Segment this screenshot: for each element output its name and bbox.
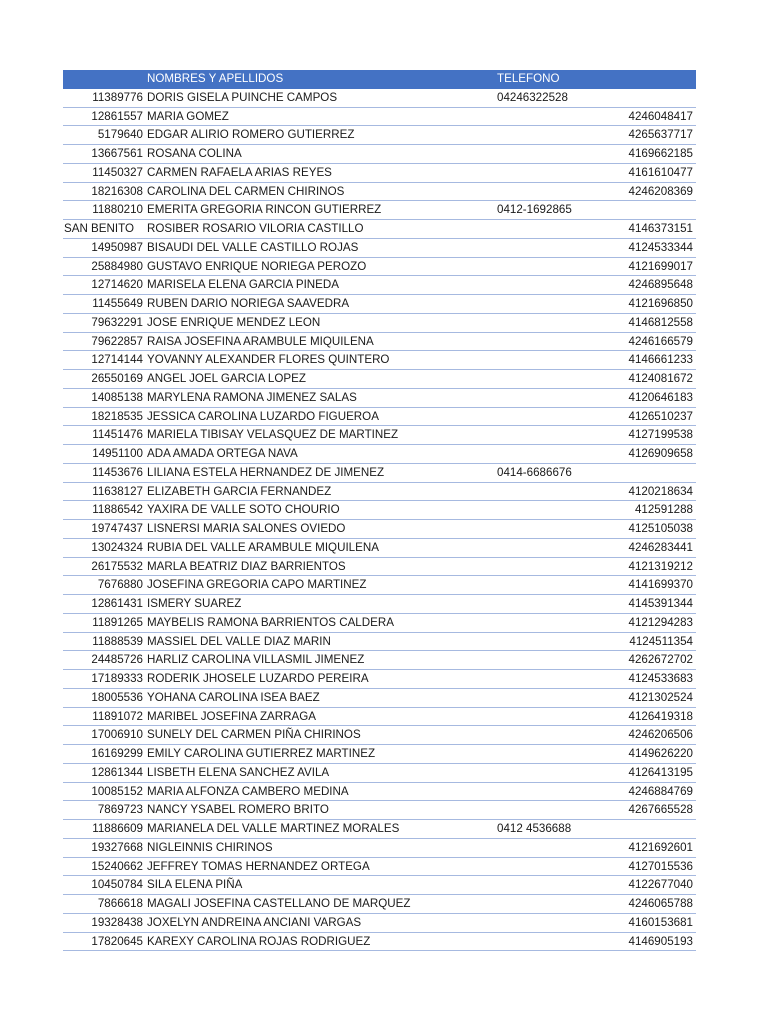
table-row (63, 595, 696, 614)
row-name: ISMERY SUAREZ (147, 597, 242, 610)
row-telefono-2: 4120218634 (628, 484, 693, 498)
row-name: CAROLINA DEL CARMEN CHIRINOS (147, 184, 345, 198)
contacts-table (63, 70, 696, 951)
table-row (63, 276, 696, 295)
table-row (63, 501, 696, 520)
table-row (63, 351, 696, 370)
row-telefono-2: 4121319212 (628, 559, 693, 573)
row-name: GUSTAVO ENRIQUE NORIEGA PEROZO (147, 259, 367, 273)
row-telefono: 0412-1692865 (497, 203, 572, 217)
row-name: JOSE ENRIQUE MENDEZ LEON (147, 315, 321, 329)
row-telefono-2: 412591288 (634, 503, 693, 517)
row-id: 14085138 (91, 390, 143, 404)
row-name: MAGALI JOSEFINA CASTELLANO DE MARQUEZ (147, 897, 411, 910)
row-telefono-2: 4127015536 (628, 859, 693, 873)
row-id: 12861557 (91, 109, 143, 123)
table-row (63, 858, 696, 877)
table-row (63, 876, 696, 895)
row-id: 10085152 (91, 784, 143, 798)
row-name: JESSICA CAROLINA LUZARDO FIGUEROA (147, 409, 379, 423)
row-name: MARIANELA DEL VALLE MARTINEZ MORALES (147, 822, 400, 835)
row-id: 11880210 (92, 203, 143, 217)
table-row (63, 801, 696, 820)
row-telefono-2: 4149626220 (628, 747, 693, 760)
table-row (63, 145, 696, 164)
row-id: 12714144 (91, 353, 143, 367)
row-telefono-2: 4246884769 (628, 784, 693, 798)
row-name: MAYBELIS RAMONA BARRIENTOS CALDERA (147, 615, 394, 629)
table-row (63, 333, 696, 352)
row-name: LILIANA ESTELA HERNANDEZ DE JIMENEZ (147, 465, 385, 479)
header-names: NOMBRES Y APELLIDOS (147, 72, 284, 85)
row-telefono-2: 4246283441 (628, 540, 693, 554)
row-name: RODERIK JHOSELE LUZARDO PEREIRA (147, 672, 369, 685)
row-name: BISAUDI DEL VALLE CASTILLO ROJAS (147, 240, 359, 254)
row-telefono-2: 4121302524 (628, 690, 693, 704)
table-row (63, 89, 696, 108)
table-row (63, 295, 696, 314)
row-name: ELIZABETH GARCIA FERNANDEZ (147, 484, 332, 498)
row-telefono-2: 4267665528 (628, 803, 693, 817)
table-row (63, 426, 696, 445)
row-name: SUNELY DEL CARMEN PIÑA CHIRINOS (147, 728, 361, 742)
row-telefono-2: 4124081672 (628, 372, 693, 385)
row-id: 11638127 (92, 484, 143, 498)
row-id: 19747437 (91, 522, 143, 535)
row-id: 19328438 (91, 915, 143, 929)
row-telefono-2: 4121294283 (628, 615, 693, 629)
table-row (63, 239, 696, 258)
row-name: NIGLEINNIS CHIRINOS (147, 840, 273, 854)
row-id: 11891265 (92, 615, 143, 629)
row-id: SAN BENITO (64, 222, 135, 235)
row-telefono-2: 4121696850 (628, 297, 693, 310)
header-telefono: TELEFONO (497, 72, 560, 85)
table-row (63, 783, 696, 802)
row-telefono-2: 4246206506 (628, 728, 693, 742)
row-id: 18005536 (91, 690, 143, 704)
table-row (63, 820, 696, 839)
row-id: 11888539 (92, 634, 143, 648)
row-name: NANCY YSABEL ROMERO BRITO (147, 803, 329, 817)
table-row (63, 108, 696, 127)
row-telefono-2: 4126419318 (628, 709, 693, 723)
row-telefono-2: 4126909658 (628, 447, 693, 460)
table-row (63, 933, 696, 952)
row-name: ADA AMADA ORTEGA NAVA (147, 447, 298, 460)
row-telefono-2: 4122677040 (628, 878, 693, 892)
table-row (63, 464, 696, 483)
row-id: 11455649 (92, 297, 143, 310)
row-id: 14951100 (92, 447, 143, 460)
table-row (63, 670, 696, 689)
table-row (63, 314, 696, 333)
row-telefono-2: 4246048417 (628, 109, 693, 123)
row-telefono-2: 4121699017 (628, 259, 693, 273)
row-id: 25884980 (91, 259, 143, 273)
table-row (63, 914, 696, 933)
table-row (63, 651, 696, 670)
row-id: 11450327 (92, 165, 143, 179)
table-row (63, 708, 696, 727)
row-id: 10450784 (91, 878, 143, 892)
row-name: JEFFREY TOMAS HERNANDEZ ORTEGA (147, 859, 370, 873)
row-telefono-2: 4124511354 (629, 634, 693, 648)
table-row (63, 689, 696, 708)
row-telefono-2: 4126413195 (628, 765, 693, 779)
row-telefono-2: 4141699370 (628, 578, 693, 592)
row-id: 13667561 (91, 147, 143, 160)
table-row (63, 201, 696, 220)
table-row (63, 370, 696, 389)
row-name: JOXELYN ANDREINA ANCIANI VARGAS (147, 915, 362, 929)
table-row (63, 126, 696, 145)
table-row (63, 389, 696, 408)
row-telefono-2: 4126510237 (628, 409, 693, 423)
table-body (63, 89, 696, 952)
row-telefono-2: 4127199538 (628, 428, 693, 442)
row-telefono-2: 4169662185 (628, 147, 693, 160)
row-name: SILA ELENA PIÑA (147, 878, 243, 892)
row-id: 12861431 (91, 597, 143, 610)
row-telefono-2: 4145391344 (628, 597, 693, 610)
row-telefono-2: 4246895648 (628, 278, 693, 292)
table-row (63, 520, 696, 539)
row-name: RUBEN DARIO NORIEGA SAAVEDRA (147, 297, 350, 310)
row-id: 7676880 (97, 578, 143, 592)
row-name: DORIS GISELA PUINCHE CAMPOS (147, 90, 338, 104)
table-row (63, 745, 696, 764)
row-id: 15240662 (91, 859, 143, 873)
table-row (63, 220, 696, 239)
row-id: 11453676 (92, 465, 143, 479)
row-name: EDGAR ALIRIO ROMERO GUTIERREZ (147, 128, 355, 142)
row-name: MARYLENA RAMONA JIMENEZ SALAS (147, 390, 357, 404)
table-row (63, 614, 696, 633)
row-name: EMILY CAROLINA GUTIERREZ MARTINEZ (147, 747, 376, 760)
row-id: 17820645 (91, 934, 143, 948)
row-id: 18216308 (91, 184, 143, 198)
row-telefono-2: 4265637717 (628, 128, 693, 142)
row-id: 14950987 (91, 240, 143, 254)
row-id: 24485726 (91, 653, 143, 667)
row-telefono-2: 4146905193 (628, 934, 693, 948)
row-id: 11451476 (92, 428, 143, 442)
table-row (63, 483, 696, 502)
row-name: EMERITA GREGORIA RINCON GUTIERREZ (147, 203, 382, 217)
row-id: 79622857 (91, 334, 143, 348)
row-telefono-2: 4262672702 (628, 653, 693, 667)
row-name: HARLIZ CAROLINA VILLASMIL JIMENEZ (147, 653, 365, 667)
row-id: 11891072 (92, 709, 143, 723)
table-header (63, 70, 696, 89)
row-name: MARIA ALFONZA CAMBERO MEDINA (147, 784, 349, 798)
row-telefono-2: 4121692601 (628, 840, 693, 854)
row-name: YOHANA CAROLINA ISEA BAEZ (147, 690, 320, 704)
row-id: 11886609 (92, 822, 143, 835)
row-id: 11389776 (92, 90, 143, 104)
row-id: 18218535 (91, 409, 143, 423)
row-telefono-2: 4246166579 (628, 334, 693, 348)
row-name: RUBIA DEL VALLE ARAMBULE MIQUILENA (147, 540, 379, 554)
row-name: ROSANA COLINA (147, 147, 242, 160)
table-row (63, 726, 696, 745)
row-name: MASSIEL DEL VALLE DIAZ MARIN (147, 634, 331, 648)
row-id: 17006910 (91, 728, 143, 742)
table-row (63, 539, 696, 558)
row-name: LISBETH ELENA SANCHEZ AVILA (147, 765, 330, 779)
row-id: 7866618 (97, 897, 143, 910)
table-row (63, 839, 696, 858)
row-name: MARIA GOMEZ (147, 109, 229, 123)
row-id: 13024324 (91, 540, 143, 554)
row-id: 19327668 (91, 840, 143, 854)
row-name: ROSIBER ROSARIO VILORIA CASTILLO (147, 222, 364, 235)
row-id: 26175532 (91, 559, 143, 573)
table-row (63, 764, 696, 783)
row-name: MARLA BEATRIZ DIAZ BARRIENTOS (147, 559, 346, 573)
row-telefono: 0412 4536688 (497, 822, 572, 835)
row-name: YOVANNY ALEXANDER FLORES QUINTERO (147, 353, 390, 367)
row-telefono-2: 4161610477 (628, 165, 693, 179)
row-telefono-2: 4146812558 (628, 315, 693, 329)
row-telefono-2: 4124533344 (628, 240, 693, 254)
table-row (63, 633, 696, 652)
table-row (63, 576, 696, 595)
table-row (63, 408, 696, 427)
row-id: 11886542 (92, 503, 143, 517)
table-row (63, 558, 696, 577)
row-name: YAXIRA DE VALLE SOTO CHOURIO (147, 503, 340, 517)
row-name: ANGEL JOEL GARCIA LOPEZ (147, 372, 306, 385)
row-id: 16169299 (91, 747, 143, 760)
row-telefono-2: 4124533683 (628, 672, 693, 685)
row-id: 79632291 (91, 315, 143, 329)
row-name: MARIELA TIBISAY VELASQUEZ DE MARTINEZ (147, 428, 399, 442)
row-id: 12714620 (91, 278, 143, 292)
row-telefono-2: 4120646183 (628, 390, 693, 404)
row-name: JOSEFINA GREGORIA CAPO MARTINEZ (147, 578, 367, 592)
row-telefono-2: 4246208369 (628, 184, 693, 198)
row-telefono-2: 4246065788 (628, 897, 693, 910)
table-row (63, 183, 696, 202)
table-row (63, 895, 696, 914)
row-id: 5179640 (97, 128, 143, 142)
row-telefono: 04246322528 (497, 90, 568, 104)
row-name: LISNERSI MARIA SALONES OVIEDO (147, 522, 346, 535)
row-name: RAISA JOSEFINA ARAMBULE MIQUILENA (147, 334, 374, 348)
row-id: 12861344 (91, 765, 143, 779)
table-row (63, 258, 696, 277)
row-id: 26550169 (91, 372, 143, 385)
row-telefono-2: 4125105038 (628, 522, 693, 535)
row-telefono-2: 4146373151 (628, 222, 693, 235)
row-telefono-2: 4146661233 (628, 353, 693, 367)
row-telefono: 0414-6686676 (497, 465, 572, 479)
row-name: MARIBEL JOSEFINA ZARRAGA (147, 709, 317, 723)
row-name: MARISELA ELENA GARCIA PINEDA (147, 278, 340, 292)
row-name: KAREXY CAROLINA ROJAS RODRIGUEZ (147, 934, 371, 948)
row-id: 17189333 (91, 672, 143, 685)
table-row (63, 445, 696, 464)
row-id: 7869723 (97, 803, 143, 817)
table-row (63, 164, 696, 183)
row-name: CARMEN RAFAELA ARIAS REYES (147, 165, 332, 179)
row-telefono-2: 4160153681 (628, 915, 693, 929)
